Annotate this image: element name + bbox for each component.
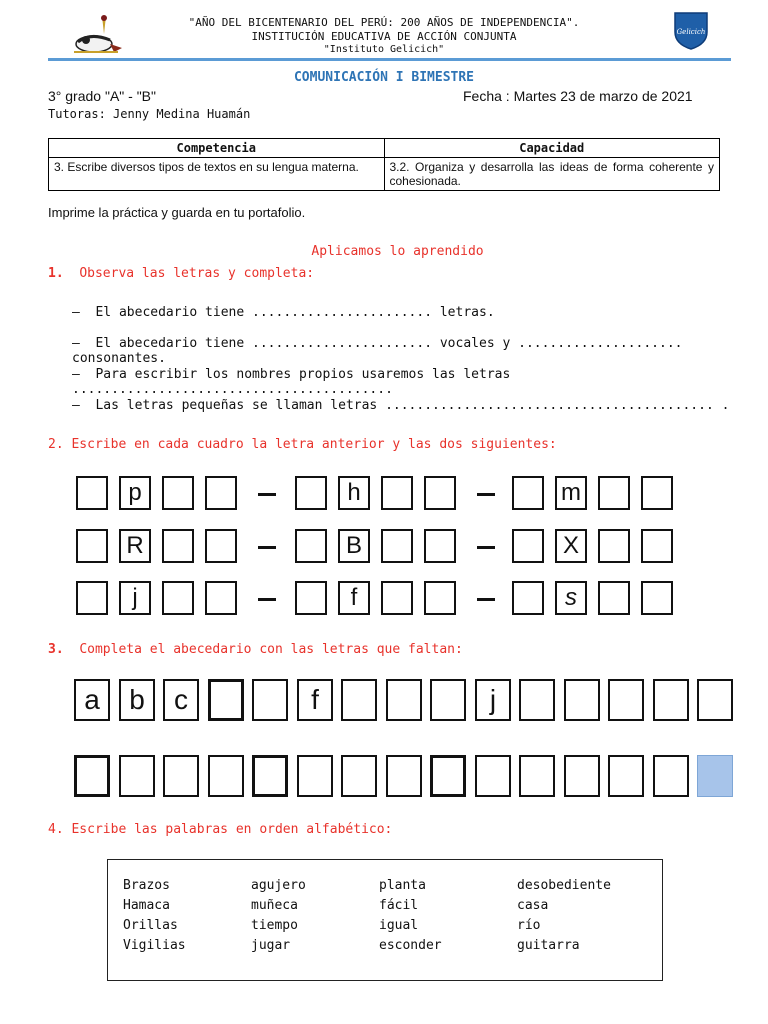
letter-box[interactable]	[424, 581, 456, 615]
q1-item-4-text: Las letras pequeñas se llaman letras .......................................... .	[95, 398, 730, 413]
alphabet-blank-box[interactable]	[74, 755, 110, 797]
given-letter-box: h	[338, 476, 370, 510]
q3-text: Completa el abecedario con las letras que faltan:	[79, 642, 463, 657]
word-item: igual	[379, 918, 419, 933]
header-line-1: "AÑO DEL BICENTENARIO DEL PERÚ: 200 AÑOS DE INDEPENDENCIA".	[188, 16, 580, 29]
alphabet-blank-box[interactable]	[653, 755, 689, 797]
letter-box[interactable]	[205, 529, 237, 563]
alphabet-blank-box[interactable]	[430, 679, 466, 721]
group-separator-dash	[258, 493, 276, 496]
word-item: planta	[379, 878, 426, 893]
given-alphabet-letter: c	[163, 679, 199, 721]
word-item: río	[517, 918, 541, 933]
letter-box[interactable]	[381, 529, 413, 563]
group-separator-dash	[477, 546, 495, 549]
word-item: muñeca	[251, 898, 298, 913]
group-separator-dash	[477, 598, 495, 601]
letter-box[interactable]	[295, 529, 327, 563]
given-alphabet-letter: j	[475, 679, 511, 721]
alphabet-blank-box[interactable]	[208, 755, 244, 797]
q3-heading	[48, 642, 463, 657]
letter-box[interactable]	[162, 581, 194, 615]
q1-text: Observa las letras y completa:	[79, 266, 315, 281]
given-alphabet-letter: b	[119, 679, 155, 721]
capacity-header: Capacidad	[384, 139, 720, 158]
alphabet-blank-box[interactable]	[475, 755, 511, 797]
given-letter-box: p	[119, 476, 151, 510]
section-title: Aplicamos lo aprendido	[311, 244, 484, 259]
date-label: Fecha : Martes 23 de marzo de 2021	[463, 88, 693, 104]
word-item: desobediente	[517, 878, 611, 893]
letter-box[interactable]	[598, 529, 630, 563]
letter-box[interactable]	[381, 581, 413, 615]
letter-box[interactable]	[598, 581, 630, 615]
given-alphabet-letter: f	[297, 679, 333, 721]
highlighted-box	[697, 755, 733, 797]
q1-heading	[48, 266, 314, 281]
given-alphabet-letter: a	[74, 679, 110, 721]
tutors-label: Tutoras: Jenny Medina Huamán	[48, 107, 251, 121]
letter-box[interactable]	[512, 581, 544, 615]
alphabet-blank-box[interactable]	[519, 755, 555, 797]
header-line-3: "Instituto Gelicich"	[323, 44, 445, 55]
given-letter-box: s	[555, 581, 587, 615]
group-separator-dash	[258, 598, 276, 601]
given-letter-box: X	[555, 529, 587, 563]
word-item: jugar	[251, 938, 291, 953]
given-letter-box: R	[119, 529, 151, 563]
alphabet-blank-box[interactable]	[697, 679, 733, 721]
letter-box[interactable]	[381, 476, 413, 510]
alphabet-blank-box[interactable]	[341, 679, 377, 721]
page-title: COMUNICACIÓN I BIMESTRE	[293, 70, 474, 85]
competency-table	[48, 138, 720, 191]
q3-number: 3.	[48, 642, 64, 657]
given-letter-box: f	[338, 581, 370, 615]
competency-cell: 3. Escribe diversos tipos de textos en su lengua materna.	[49, 158, 385, 191]
given-letter-box: B	[338, 529, 370, 563]
shield-label: Gelicich	[676, 28, 706, 36]
competency-header: Competencia	[49, 139, 385, 158]
alphabet-blank-box[interactable]	[386, 679, 422, 721]
alphabet-blank-box[interactable]	[252, 755, 288, 797]
alphabet-blank-box[interactable]	[608, 755, 644, 797]
alphabet-blank-box[interactable]	[430, 755, 466, 797]
letter-box[interactable]	[641, 581, 673, 615]
q1-item-2-text: El abecedario tiene ....................... vocales y ..................... consonantes.	[72, 336, 683, 366]
given-letter-box: m	[555, 476, 587, 510]
grade-label: 3° grado "A" - "B"	[48, 88, 156, 104]
alphabet-blank-box[interactable]	[386, 755, 422, 797]
q1-item-1-text: El abecedario tiene ....................... letras.	[95, 305, 495, 320]
letter-box[interactable]	[424, 529, 456, 563]
word-item: casa	[517, 898, 549, 913]
letter-box[interactable]	[641, 476, 673, 510]
word-item: tiempo	[251, 918, 298, 933]
letter-box[interactable]	[295, 581, 327, 615]
group-separator-dash	[477, 493, 495, 496]
alphabet-blank-box[interactable]	[119, 755, 155, 797]
word-list-box	[107, 859, 663, 981]
letter-box[interactable]	[76, 476, 108, 510]
letter-box[interactable]	[205, 476, 237, 510]
letter-box[interactable]	[162, 476, 194, 510]
group-separator-dash	[258, 546, 276, 549]
word-item: guitarra	[517, 938, 580, 953]
word-item: Vigilias	[123, 938, 186, 953]
q4-heading: 4. Escribe las palabras en orden alfabético:	[48, 822, 393, 837]
q1-item-2: – El abecedario tiene ....................... vocales y ..................... consonantes.	[72, 336, 683, 366]
letter-box[interactable]	[295, 476, 327, 510]
word-item: Brazos	[123, 878, 170, 893]
alphabet-blank-box[interactable]	[564, 679, 600, 721]
alphabet-blank-box[interactable]	[208, 679, 244, 721]
word-item: Orillas	[123, 918, 178, 933]
word-item: fácil	[379, 898, 419, 913]
letter-box[interactable]	[76, 581, 108, 615]
header-divider	[48, 58, 731, 61]
letter-box[interactable]	[641, 529, 673, 563]
alphabet-blank-box[interactable]	[564, 755, 600, 797]
letter-box[interactable]	[512, 476, 544, 510]
alphabet-blank-box[interactable]	[297, 755, 333, 797]
letter-box[interactable]	[76, 529, 108, 563]
letter-box[interactable]	[598, 476, 630, 510]
instruction-text: Imprime la práctica y guarda en tu portafolio.	[48, 205, 306, 220]
letter-box[interactable]	[162, 529, 194, 563]
letter-box[interactable]	[512, 529, 544, 563]
header-line-2: INSTITUCIÓN EDUCATIVA DE ACCIÓN CONJUNTA	[251, 30, 517, 43]
given-letter-box: j	[119, 581, 151, 615]
letter-box[interactable]	[424, 476, 456, 510]
alphabet-blank-box[interactable]	[163, 755, 199, 797]
alphabet-blank-box[interactable]	[608, 679, 644, 721]
q2-heading: 2. Escribe en cada cuadro la letra anterior y las dos siguientes:	[48, 437, 557, 452]
word-item: esconder	[379, 938, 442, 953]
word-item: agujero	[251, 878, 306, 893]
q1-item-3-text: Para escribir los nombres propios usaremos las letras .........................................	[72, 367, 511, 397]
q1-item-3: – Para escribir los nombres propios usaremos las letras .........................................	[72, 367, 511, 397]
capacity-cell: 3.2. Organiza y desarrolla las ideas de forma coherente y cohesionada.	[384, 158, 720, 191]
q1-item-4: – Las letras pequeñas se llaman letras .......................................... .	[72, 398, 730, 413]
word-item: Hamaca	[123, 898, 170, 913]
letter-box[interactable]	[205, 581, 237, 615]
alphabet-blank-box[interactable]	[252, 679, 288, 721]
q1-item-1: – El abecedario tiene ....................... letras.	[72, 305, 495, 320]
alphabet-blank-box[interactable]	[519, 679, 555, 721]
alphabet-blank-box[interactable]	[653, 679, 689, 721]
alphabet-blank-box[interactable]	[341, 755, 377, 797]
q1-number: 1.	[48, 266, 64, 281]
